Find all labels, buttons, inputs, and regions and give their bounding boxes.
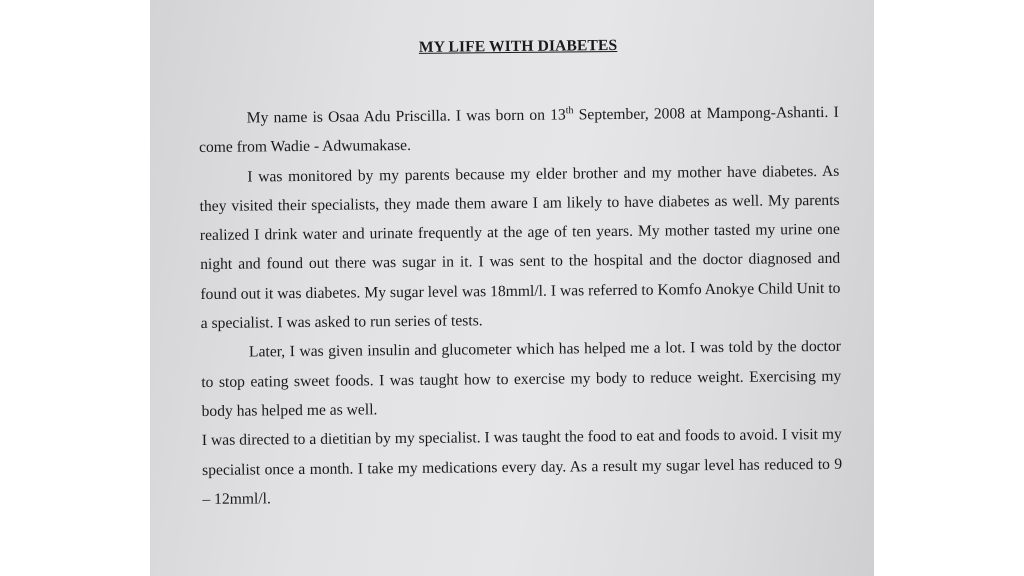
paper-sheet [150, 0, 874, 576]
document-page [198, 34, 843, 514]
intro-text-end: September, 2008 at Mampong-Ashanti. I come from Wadie - Adwumakase. [198, 103, 839, 157]
document-title: MY LIFE WITH DIABETES [418, 36, 618, 56]
ordinal-suffix: th [565, 105, 574, 117]
paragraph-diagnosis: I was monitored by my parents because my elder brother and my mother have diabetes. As they visited their specialists, they made them aware I am likely to have diabetes as well. My parents realized I drink water and urinate frequently at the age of ten years. My mother tasted my urine one night and found out there was sugar in it. I was sent to the hospital and the doctor diagnosed and found out it was diabetes. My sugar level was 18mml/l. I was referred to Komfo Anokye Child Unit to a specialist. I was asked to run series of tests. [199, 162, 841, 333]
paragraph-treatment: Later, I was given insulin and glucometer which has helped me a lot. I was told by the doctor to stop eating sweet foods. I was taught how to exercise my body to reduce weight. Exercising my body has helped me as well. [201, 338, 842, 420]
paragraph-diet: I was directed to a dietitian by my specialist. I was taught the food to eat and foods to avoid. I visit my specialist once a month. I take my medications every day. As a result my sugar level has reduced to 9 – 12mml/l. [201, 426, 843, 508]
paragraph-intro [199, 98, 840, 163]
intro-text-start: My name is Osaa Adu Priscilla. I was born on 13 [246, 106, 566, 127]
